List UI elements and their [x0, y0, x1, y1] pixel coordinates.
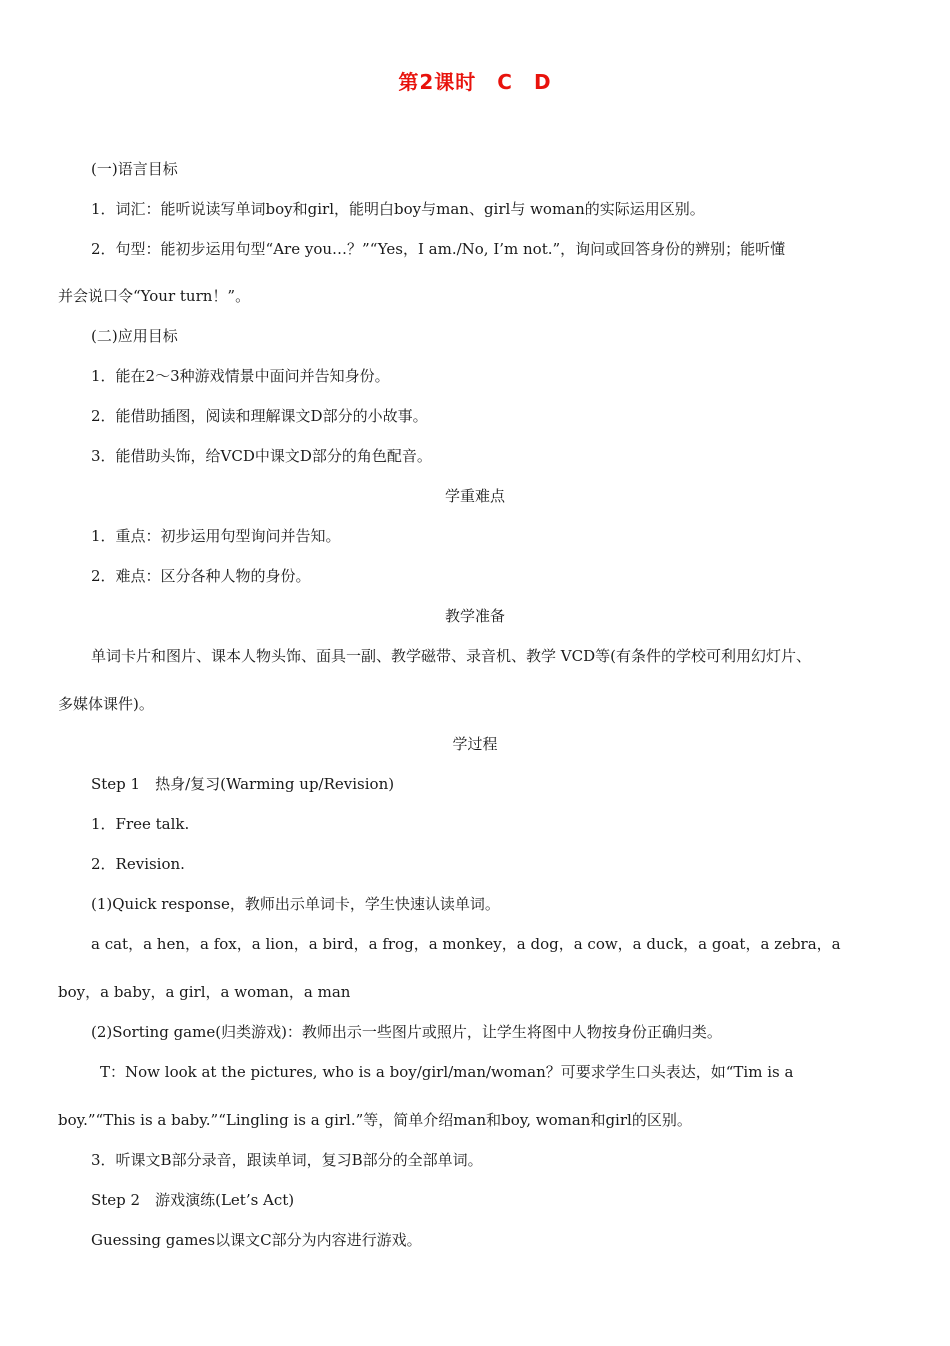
key-point: 1．重点：初步运用句型询问并告知。 [91, 527, 341, 545]
goal-sentence-patterns: 2．句型：能初步运用句型“Are you…？”“Yes，I am./No, I’m not.”，询问或回答身份的辨别；能听懂 [91, 240, 786, 258]
word-list: a cat，a hen，a fox，a lion，a bird，a frog，a monkey，a dog，a cow，a duck，a goat，a zebra，a [91, 935, 841, 953]
quick-response: (1)Quick response，教师出示单词卡，学生快速认读单词。 [91, 895, 500, 913]
application-goal-1: 1．能在2～3种游戏情景中面问并告知身份。 [91, 367, 390, 385]
step-1-heading: Step 1 热身/复习(Warming up/Revision) [91, 775, 395, 793]
step-1-item-1: 1．Free talk. [91, 815, 190, 833]
difficult-point: 2．难点：区分各种人物的身份。 [91, 567, 311, 585]
application-goal-2: 2．能借助插图，阅读和理解课文D部分的小故事。 [91, 407, 428, 425]
step-1-item-3: 3．听课文B部分录音，跟读单词，复习B部分的全部单词。 [91, 1151, 483, 1169]
step-2-heading: Step 2 游戏演练(Let’s Act) [91, 1191, 295, 1209]
application-goal-3: 3．能借助头饰，给VCD中课文D部分的角色配音。 [91, 447, 432, 465]
section-heading-process: 学过程 [452, 735, 498, 753]
teacher-prompt: T：Now look at the pictures, who is a boy/girl/man/woman？可要求学生口头表达，如“Tim is a [100, 1063, 794, 1081]
teacher-prompt-cont: boy.”“This is a baby.”“Lingling is a girl.”等，简单介绍man和boy, woman和girl的区别。 [58, 1111, 692, 1129]
goal-vocabulary: 1．词汇：能听说读写单词boy和girl，能明白boy与man、girl与 woman的实际运用区别。 [91, 200, 705, 218]
goal-sentence-patterns-cont: 并会说口令“Your turn！”。 [58, 287, 251, 305]
section-heading-key-points: 学重难点 [444, 487, 505, 505]
preparation-text: 单词卡片和图片、课本人物头饰、面具一副、教学磁带、录音机、教学 VCD等(有条件的学校可利用幻灯片、 [91, 647, 811, 665]
word-list-cont: boy，a baby，a girl，a woman，a man [58, 983, 351, 1001]
section-heading-preparation: 教学准备 [444, 607, 505, 625]
step-1-item-2: 2．Revision. [91, 855, 185, 873]
guessing-games: Guessing games以课文C部分为内容进行游戏。 [91, 1231, 422, 1249]
lesson-title: 第2课时 C D [398, 70, 552, 94]
section-heading-language-goals: (一)语言目标 [91, 160, 178, 178]
sorting-game: (2)Sorting game(归类游戏)：教师出示一些图片或照片，让学生将图中人物按身份正确归类。 [91, 1023, 722, 1041]
section-heading-application-goals: (二)应用目标 [91, 327, 178, 345]
preparation-text-cont: 多媒体课件)。 [58, 695, 154, 713]
